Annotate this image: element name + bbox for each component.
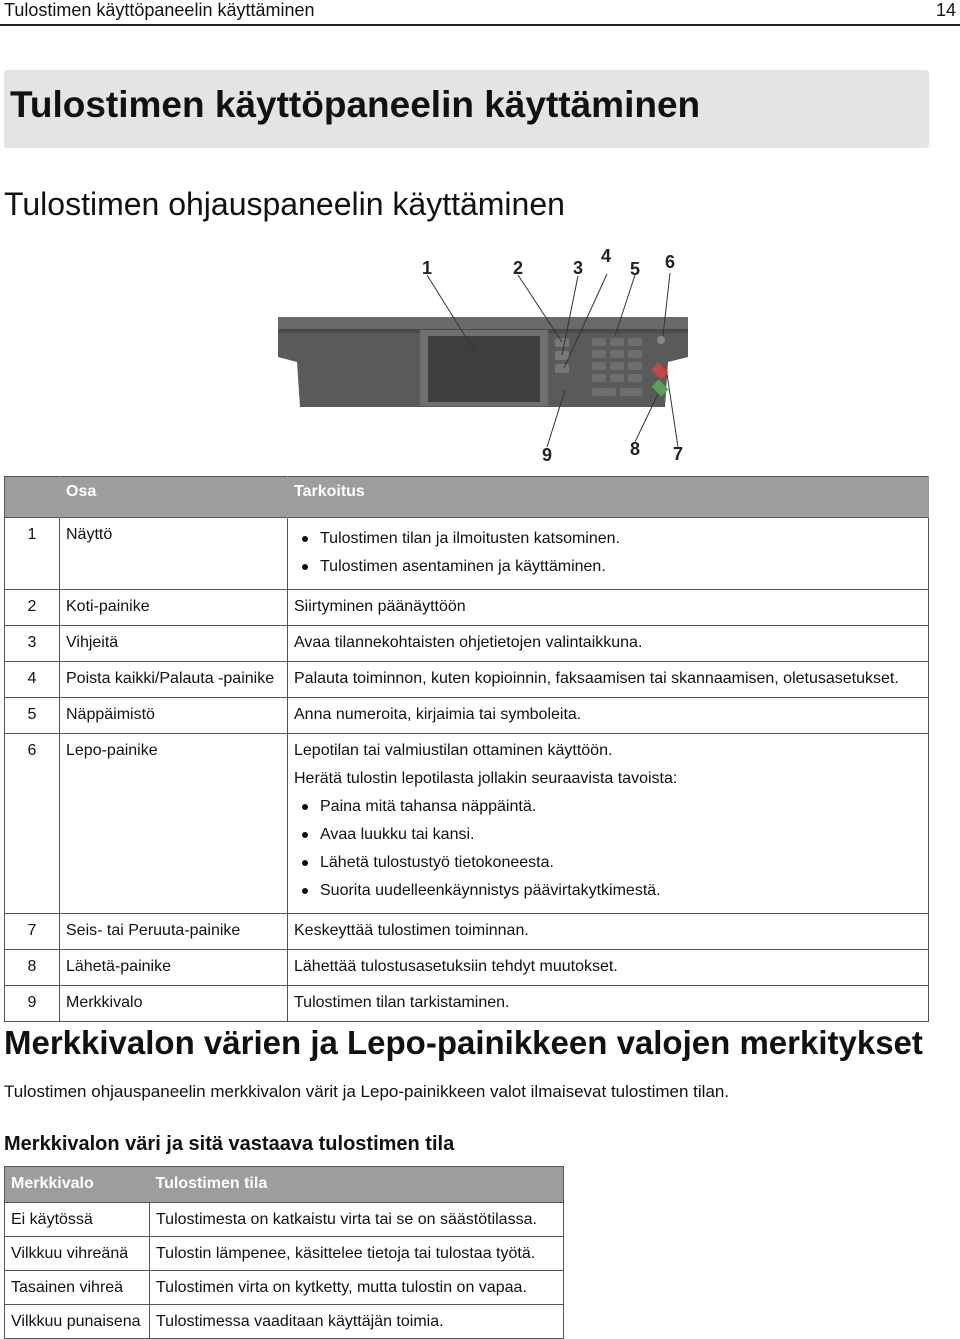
row-part: Vihjeitä	[60, 626, 288, 662]
row-num: 4	[5, 662, 60, 698]
header-status: Tulostimen tila	[150, 1167, 564, 1203]
clear-button-shape	[555, 364, 569, 373]
table-row	[5, 1237, 564, 1271]
row-purpose: Tulostimen tilan tarkistaminen.	[288, 986, 929, 1022]
control-panel-illustration	[270, 242, 700, 467]
hints-button-shape	[555, 351, 569, 360]
row-purpose	[288, 734, 929, 914]
home-button-shape	[555, 338, 569, 347]
status-cell: Tulostimesta on katkaistu virta tai se on säästötilassa.	[150, 1203, 564, 1237]
table-row	[5, 626, 929, 662]
row-purpose: Avaa tilannekohtaisten ohjetietojen valintaikkuna.	[288, 626, 929, 662]
indicator-table-header	[5, 1167, 564, 1203]
bullet-item: Tulostimen tilan ja ilmoitusten katsominen.	[320, 525, 922, 553]
row-num: 9	[5, 986, 60, 1022]
status-cell: Tulostimessa vaaditaan käyttäjän toimia.	[150, 1305, 564, 1339]
table-row	[5, 1305, 564, 1339]
table-row	[5, 1203, 564, 1237]
indicator-table	[4, 1166, 564, 1339]
bullet-item: Tulostimen asentaminen ja käyttäminen.	[320, 553, 922, 581]
row-num: 8	[5, 950, 60, 986]
sleep-button-shape	[657, 336, 665, 344]
header-purpose: Tarkoitus	[288, 477, 929, 518]
callout-6: 6	[665, 252, 676, 272]
header-part: Osa	[60, 477, 288, 518]
light-cell: Ei käytössä	[5, 1203, 150, 1237]
row-num: 3	[5, 626, 60, 662]
callout-8: 8	[630, 439, 641, 459]
bullet-item: Avaa luukku tai kansi.	[320, 821, 922, 849]
header-light: Merkkivalo	[5, 1167, 150, 1203]
callout-1: 1	[422, 258, 433, 278]
status-cell: Tulostin lämpenee, käsittelee tietoja tai tulostaa työtä.	[150, 1237, 564, 1271]
purpose-line-2: Herätä tulostin lepotilasta jollakin seuraavista tavoista:	[294, 770, 678, 787]
callout-2: 2	[513, 258, 524, 278]
parts-table-header	[5, 477, 929, 518]
row-part: Poista kaikki/Palauta -painike	[60, 662, 288, 698]
row-purpose: Lähettää tulostusasetuksiin tehdyt muutokset.	[288, 950, 929, 986]
row-part: Merkkivalo	[60, 986, 288, 1022]
row-purpose	[288, 518, 929, 590]
parts-table	[4, 476, 929, 1022]
panel-top-edge	[278, 317, 688, 329]
light-cell: Vilkkuu vihreänä	[5, 1237, 150, 1271]
light-cell: Tasainen vihreä	[5, 1271, 150, 1305]
row-part: Lähetä-painike	[60, 950, 288, 986]
callout-7: 7	[673, 444, 684, 464]
indicator-subheading: Merkkivalon väri ja sitä vastaava tulostimen tila	[4, 1133, 455, 1155]
bullet-item: Lähetä tulostustyö tietokoneesta.	[320, 849, 922, 877]
bullet-item: Paina mitä tahansa näppäintä.	[320, 793, 922, 821]
table-row	[5, 734, 929, 914]
row-num: 7	[5, 914, 60, 950]
section-title: Tulostimen ohjauspaneelin käyttäminen	[4, 186, 565, 222]
row-part: Lepo-painike	[60, 734, 288, 914]
row-num: 1	[5, 518, 60, 590]
table-row	[5, 950, 929, 986]
row-num: 2	[5, 590, 60, 626]
light-cell: Vilkkuu punaisena	[5, 1305, 150, 1339]
table-row	[5, 1271, 564, 1305]
running-title: Tulostimen käyttöpaneelin käyttäminen	[4, 0, 315, 20]
row-part: Seis- tai Peruuta-painike	[60, 914, 288, 950]
callout-3: 3	[573, 258, 584, 278]
lights-heading: Merkkivalon värien ja Lepo-painikkeen valojen merkitykset	[4, 1024, 923, 1061]
display-screen	[428, 336, 540, 402]
row-purpose: Siirtyminen päänäyttöön	[288, 590, 929, 626]
row-part: Näppäimistö	[60, 698, 288, 734]
table-row	[5, 914, 929, 950]
row-purpose: Anna numeroita, kirjaimia tai symboleita.	[288, 698, 929, 734]
row-part: Koti-painike	[60, 590, 288, 626]
row-purpose: Keskeyttää tulostimen toiminnan.	[288, 914, 929, 950]
page-number: 14	[935, 0, 956, 20]
table-row	[5, 662, 929, 698]
row-part: Näyttö	[60, 518, 288, 590]
table-row	[5, 590, 929, 626]
chapter-title: Tulostimen käyttöpaneelin käyttäminen	[10, 84, 701, 125]
purpose-line-1: Lepotilan tai valmiustilan ottaminen käyttöön.	[294, 742, 613, 759]
header-num-cell	[5, 477, 60, 518]
chapter-title-band	[4, 70, 929, 148]
callout-4: 4	[601, 246, 612, 266]
table-row	[5, 986, 929, 1022]
page-header	[0, 0, 960, 26]
bullet-item: Suorita uudelleenkäynnistys päävirtakytkimestä.	[320, 877, 922, 905]
row-num: 6	[5, 734, 60, 914]
row-num: 5	[5, 698, 60, 734]
bullet-list	[294, 525, 922, 581]
table-row	[5, 518, 929, 590]
callout-9: 9	[542, 445, 553, 465]
row-purpose: Palauta toiminnon, kuten kopioinnin, faksaamisen tai skannaamisen, oletusasetukset.	[288, 662, 929, 698]
table-row	[5, 698, 929, 734]
lights-intro: Tulostimen ohjauspaneelin merkkivalon värit ja Lepo-painikkeen valot ilmaisevat tulostimen tilan.	[4, 1082, 730, 1101]
status-cell: Tulostimen virta on kytketty, mutta tulostin on vapaa.	[150, 1271, 564, 1305]
callout-5: 5	[630, 259, 641, 279]
bullet-list	[294, 793, 922, 905]
